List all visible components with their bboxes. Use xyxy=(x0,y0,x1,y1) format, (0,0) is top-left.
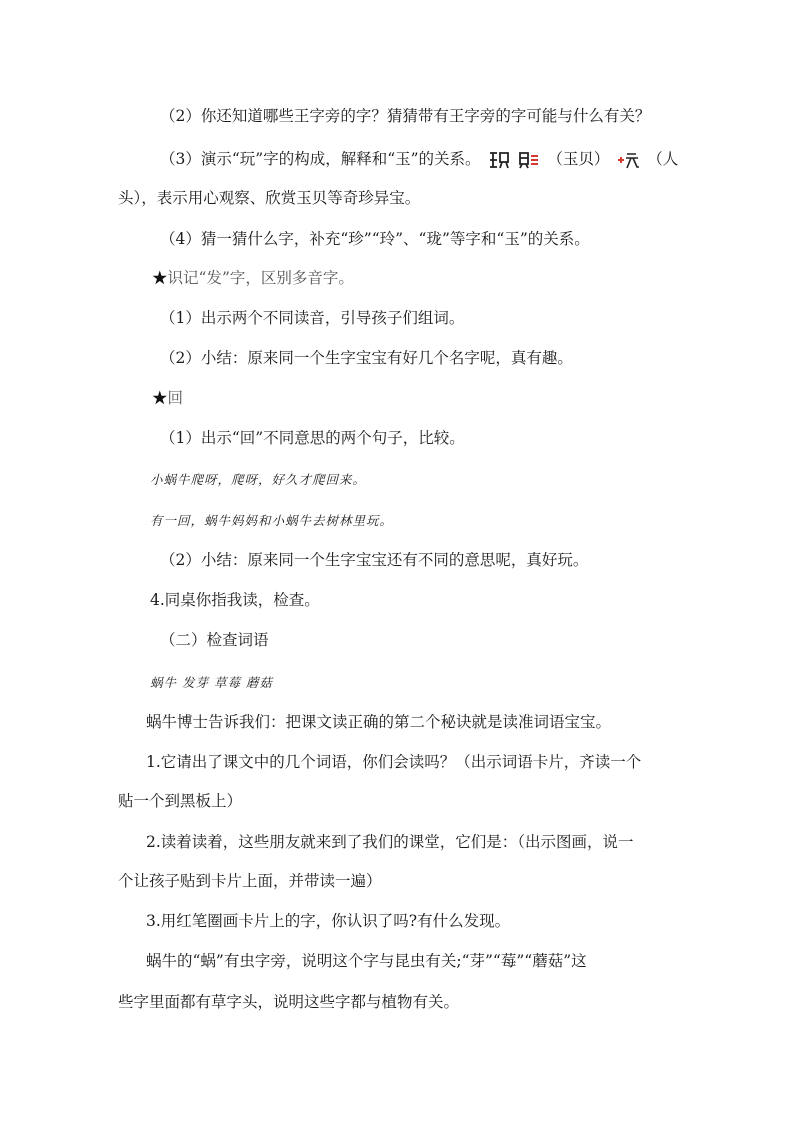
star-icon: ★ xyxy=(152,389,168,407)
paragraph: 3.用红笔圈画卡片上的字，你认识了吗?有什么发现。 xyxy=(146,912,511,930)
paragraph xyxy=(160,148,678,170)
paragraph: 1.它请出了课文中的几个词语，你们会读吗？（出示词语卡片，齐读一个 xyxy=(146,753,642,771)
paragraph: 蜗牛博士告诉我们：把课文读正确的第二个秘诀就是读准词语宝宝。 xyxy=(146,713,612,731)
seal-script-bei-icon xyxy=(518,150,540,170)
example-sentence: 有一回，蜗牛妈妈和小蜗牛去树林里玩。 xyxy=(150,513,394,528)
word-list: 蜗牛 发芽 草莓 蘑菇 xyxy=(150,675,273,690)
heading-text: 识记“发”字，区别多音字。 xyxy=(167,269,354,287)
section-heading: （二）检查词语 xyxy=(160,631,269,649)
paragraph: 2.读着读着，这些朋友就来到了我们的课堂，它们是：（出示图画，说一 xyxy=(146,833,634,851)
paragraph: 蜗牛的“蜗”有虫字旁，说明这个字与昆虫有关;“芽”“莓”“蘑菇”这 xyxy=(146,952,587,970)
paragraph: （2）你还知道哪些王字旁的字？猜猜带有王字旁的字可能与什么有关？ xyxy=(160,107,651,125)
paragraph: （1）出示两个不同读音，引导孩子们组词。 xyxy=(160,309,465,327)
paragraph-text: （玉贝） xyxy=(547,150,610,168)
paragraph: （1）出示“回”不同意思的两个句子，比较。 xyxy=(160,429,465,447)
paragraph: （2）小结：原来同一个生字宝宝有好几个名字呢，真有趣。 xyxy=(160,349,573,367)
seal-script-ren-icon xyxy=(616,150,640,170)
section-heading xyxy=(152,387,183,409)
paragraph: （4）猜一猜什么字，补充“珍”“玲”、“珑”等字和“玉”的关系。 xyxy=(160,230,590,248)
star-icon: ★ xyxy=(152,269,168,287)
paragraph: 头），表示用心观察、欣赏玉贝等奇珍异宝。 xyxy=(118,189,421,207)
example-sentence: 小蜗牛爬呀，爬呀，好久才爬回来。 xyxy=(150,472,367,487)
paragraph: 些字里面都有草字头，说明这些字都与植物有关。 xyxy=(118,993,460,1011)
paragraph: 个让孩子贴到卡片上面，并带读一遍） xyxy=(118,872,382,890)
paragraph: 贴一个到黑板上） xyxy=(118,792,243,810)
paragraph: 4.同桌你指我读，检查。 xyxy=(150,591,320,609)
paragraph: （2）小结：原来同一个生字宝宝还有不同的意思呢，真好玩。 xyxy=(160,551,589,569)
section-heading xyxy=(152,267,354,289)
paragraph-text: （人 xyxy=(647,150,679,168)
heading-text: 回 xyxy=(167,389,184,407)
paragraph-text: （3）演示“玩”字的构成，解释和“玉”的关系。 xyxy=(160,150,481,168)
seal-script-wan-icon xyxy=(488,150,510,170)
